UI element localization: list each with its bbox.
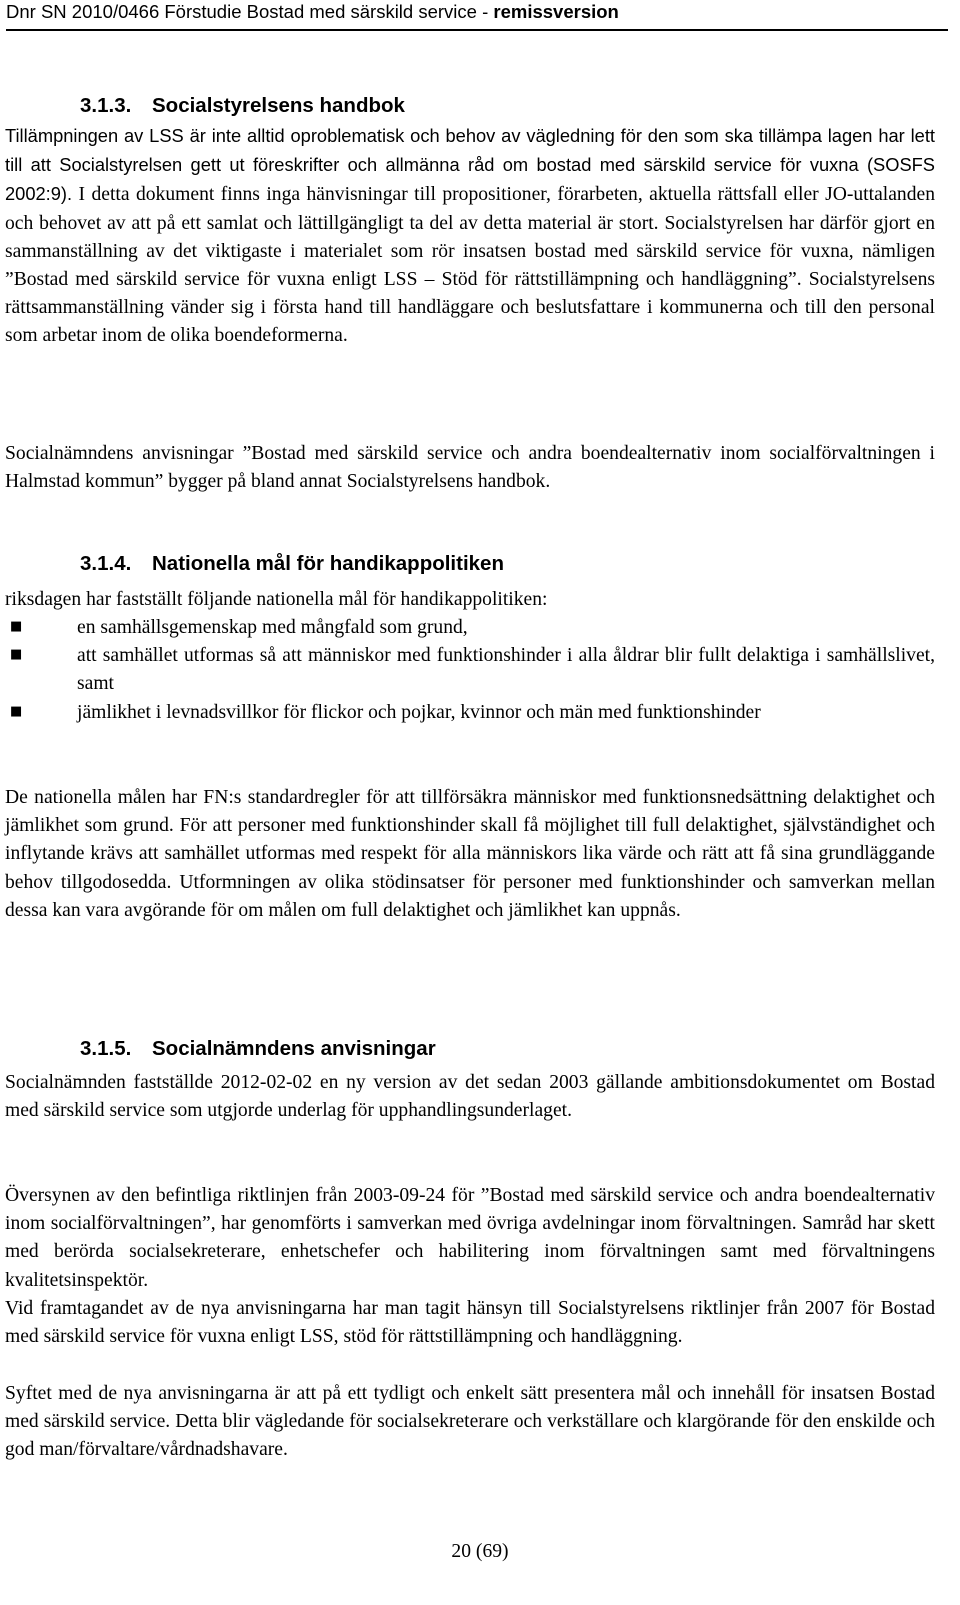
square-bullet-icon: ■ [10, 647, 23, 663]
paragraph-3-1-3-2: Socialnämndens anvisningar ”Bostad med särskild service och andra boendealternativ inom socialförvaltningen i Halmstad kommun” bygger på bland annat Socialstyrelsens handbok. [5, 443, 935, 493]
section-title: Nationella mål för handikappolitiken [152, 552, 504, 575]
paragraph-3-1-4-1: De nationella målen har FN:s standardregler för att tillförsäkra människor med funktionsnedsättning delaktighet och jämlikhet som grund. För att personer med funktionshinder skall få möjlighet till full delaktighet, självständighet och inflytande krävs att samhället utformas med respekt för alla människors lika värde och rätt att få sina grundläggande behov tillgodosedda. Utformningen av olika stödinsatser för personer med funktionshinder och samverkan mellan dessa kan vara avgörande för om målen om full delaktighet och jämlikhet kan uppnås. [5, 787, 935, 921]
header-rule [6, 29, 948, 31]
list-item-text: en samhällsgemenskap med mångfald som grund, [77, 617, 468, 638]
list-item-text: jämlikhet i levnadsvillkor för flickor och pojkar, kvinnor och män med funktionshinder [77, 701, 761, 723]
page-number: 20 (69) [451, 1541, 509, 1562]
section-title: Socialstyrelsens handbok [152, 94, 405, 117]
square-bullet-icon: ■ [10, 619, 23, 634]
paragraph-serif-part-2: Socialstyrelsen har därför gjort en sammanställning av det viktigaste i materialet som rör insatsen bostad med särskild service för vuxna, nämligen ”Bostad med särskild service för vuxna enligt LSS – Stöd för rättstillämpning och handläggning”. Socialstyrelsens rättsammanställning vänder sig i första hand till handläggare och beslutsfattare i kommunerna och till den personal som arbetar inom de olika boendeformerna. [5, 212, 935, 347]
list-item-text: att samhället utformas så att människor med funktionshinder i alla åldrar blir fullt delaktiga i samhällslivet, samt [77, 645, 935, 695]
section-heading-3-1-4 [80, 550, 504, 578]
paragraph-3-1-3-1 [5, 122, 935, 351]
list-item [5, 614, 935, 642]
section-heading-3-1-5 [80, 1035, 436, 1063]
paragraph-serif-part: I detta dokument finns inga hänvisningar till propositioner, förarbeten, aktuella rättsfall eller JO-uttalanden och behovet av att på ett samlat och lättillgängligt ta del av detta material är stort. [5, 184, 935, 234]
paragraph-3-1-5-2: Översynen av den befintliga riktlinjen från 2003-09-24 för ”Bostad med särskild service och andra boendealternativ inom socialförvaltningen”, har genomförts i samverkan med övriga avdelningar inom förvaltningen. Samråd har skett med berörda socialsekreterare, enhetschefer och habilitering inom förvaltningen samt med förvaltningens kvalitetsinspektör. [5, 1185, 935, 1291]
paragraph-3-1-5-1: Socialnämnden fastställde 2012-02-02 en ny version av det sedan 2003 gällande ambitionsdokumentet om Bostad med särskild service som utgjorde underlag för upphandlingsunderlaget. [5, 1072, 935, 1122]
section-number: 3.1.4. [80, 552, 132, 575]
goal-list [5, 614, 935, 727]
section-heading-3-1-3 [80, 92, 405, 120]
list-item [5, 642, 935, 698]
section-number: 3.1.5. [80, 1037, 132, 1060]
paragraph-3-1-4-intro: riksdagen har fastställt följande nationella mål för handikappolitiken: [5, 589, 548, 610]
header-title: Dnr SN 2010/0466 Förstudie Bostad med särskild service - [6, 1, 494, 22]
running-header [6, 0, 946, 32]
square-bullet-icon: ■ [10, 703, 23, 719]
paragraph-3-1-5-3: Vid framtagandet av de nya anvisningarna har man tagit hänsyn till Socialstyrelsens riktlinjer från 2007 för Bostad med särskild service för vuxna enligt LSS, stöd för rättstillämpning och handläggning. [5, 1298, 935, 1348]
paragraph-3-1-5-4: Syftet med de nya anvisningarna är att på ett tydligt och enkelt sätt presentera mål och innehåll för insatsen Bostad med särskild service. Detta blir vägledande för socialsekreterare och verkställare och klargörande för den enskilde och god man/förvaltare/vårdnadshavare. [5, 1383, 935, 1461]
header-title-bold: remissversion [493, 1, 619, 22]
section-number: 3.1.3. [80, 94, 132, 117]
section-title: Socialnämndens anvisningar [152, 1037, 436, 1060]
list-item [5, 699, 935, 727]
paragraph-sans-intro: Tillämpningen av LSS är inte alltid oproblematisk och behov av vägledning för den som ska tillämpa lagen har lett till att Socialstyrelsen gett ut föreskrifter och allmänna råd om bostad med särskild service för vuxna (SOSFS 2002:9). [5, 125, 935, 205]
